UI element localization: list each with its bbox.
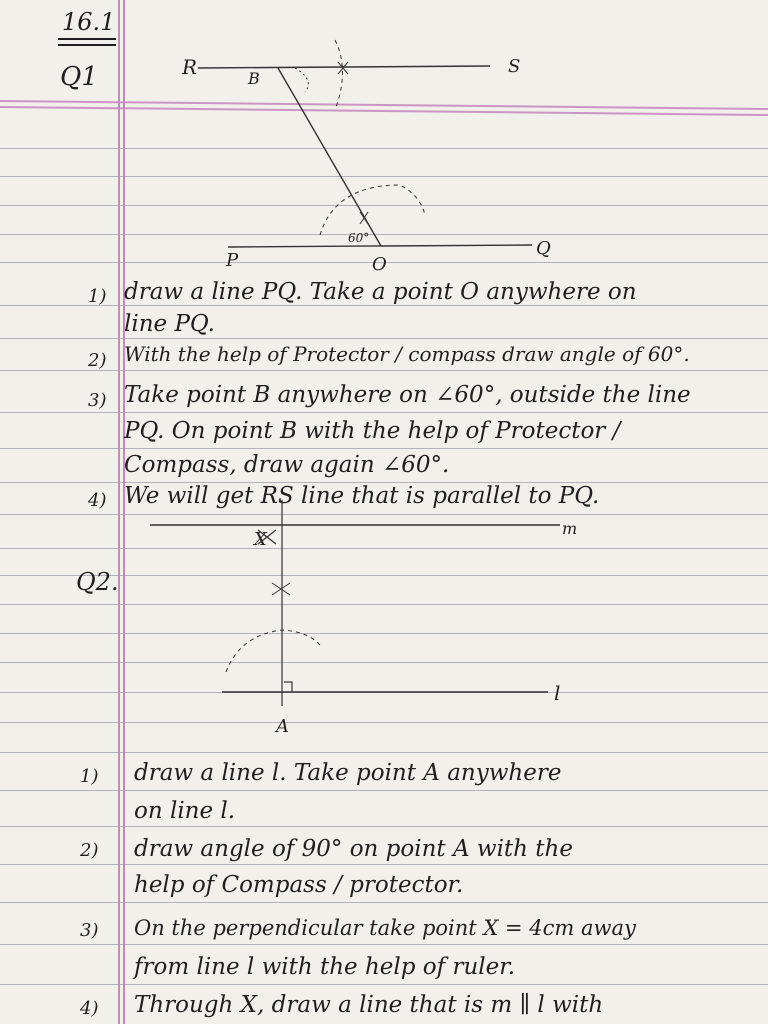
q1-step-text: Take point B anywhere on ∠60°, outside the line [124,382,691,408]
q2-step-number: 3) [80,920,99,941]
label-o: O [372,254,387,275]
label-m: m [562,519,578,538]
ruled-line [0,984,768,985]
q2-step-text: help of Compass / protector. [134,872,464,898]
label-l: l [554,681,561,705]
right-angle-mark [284,682,292,692]
ruled-line [0,864,768,865]
q2-step-text: draw angle of 90° on point A with the [134,836,573,862]
label-r: R [182,55,198,79]
question-2-label: Q2. [76,568,119,596]
question-1-label: Q1 [60,62,98,92]
section-number: 16.1 [62,8,116,36]
q1-step-number: 3) [88,390,107,411]
q2-step-number: 1) [80,766,99,787]
ruled-line [0,902,768,903]
q2-step-text: from line l with the help of ruler. [134,954,516,980]
q1-step-text: line PQ. [124,311,215,337]
label-a: A [276,716,289,737]
q2-step-number: 2) [80,840,99,861]
q1-step-number: 2) [88,350,107,371]
ruled-line [0,944,768,945]
q1-step-number: 1) [88,286,107,307]
arc-cross [272,583,290,595]
label-x: X [254,529,267,550]
label-p: P [226,250,239,271]
label-angle: 60° [348,231,370,245]
q1-step-text: draw a line PQ. Take a point O anywhere on [124,279,637,305]
ruled-line [0,790,768,791]
q1-step-text: Compass, draw again ∠60°. [124,452,450,478]
q1-step-text: PQ. On point B with the help of Protector / [124,418,621,444]
q1-step-number: 4) [88,490,107,511]
q2-step-text: draw a line l. Take point A anywhere [134,760,562,786]
ruled-line [0,752,768,753]
q2-step-text: On the perpendicular take point X = 4cm away [134,916,636,940]
q1-step-text: We will get RS line that is parallel to PQ. [124,483,600,509]
ruled-line [0,826,768,827]
q2-step-text: Through X, draw a line that is m ∥ l with [134,992,604,1018]
q2-step-number: 4) [80,998,99,1019]
q2-step-text: on line l. [134,798,236,824]
q1-step-text: With the help of Protector / compass draw angle of 60°. [124,342,690,366]
label-s: S [508,56,521,77]
label-q: Q [536,238,551,259]
compass-arc [226,630,322,672]
label-b: B [248,69,260,88]
